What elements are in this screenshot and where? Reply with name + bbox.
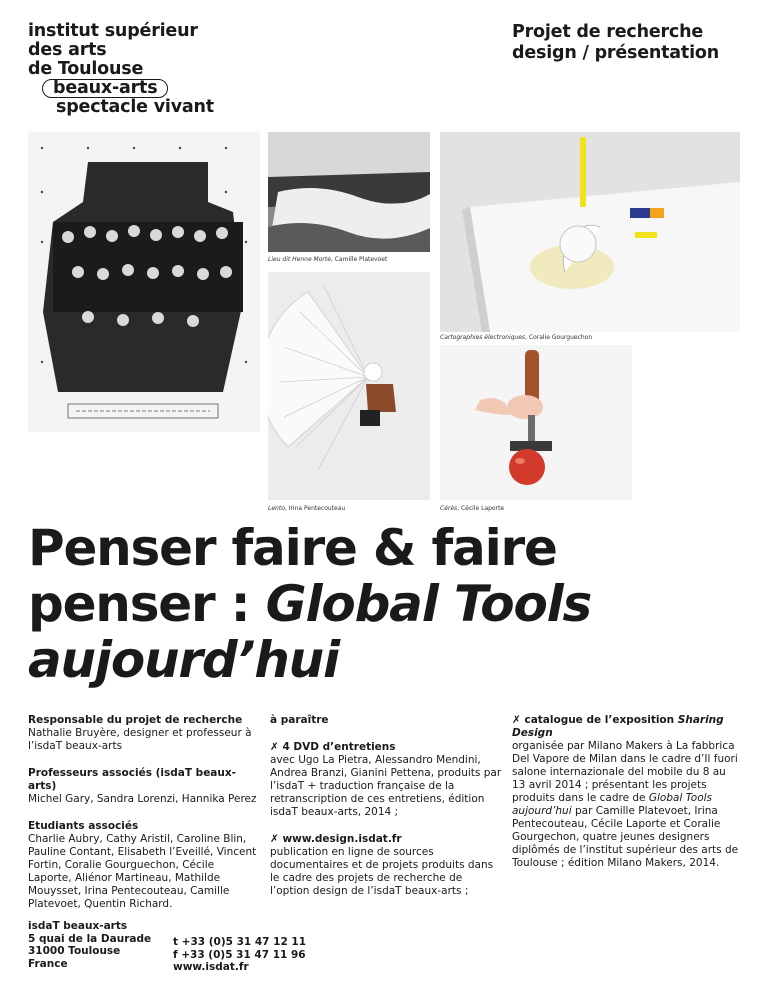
- research-lead-heading: Responsable du projet de recherche: [28, 714, 243, 726]
- upcoming-heading-block: [270, 714, 502, 727]
- waterfall-illustration: [268, 132, 430, 252]
- credits-column: [28, 714, 260, 925]
- caption-waterfall-title: Lieu dit Henne Morte: [268, 256, 331, 263]
- paper-fan-illustration: [268, 272, 430, 500]
- project-line-2: design / présentation: [512, 43, 719, 63]
- associate-professors-heading: Professeurs associés (isdaT beaux-arts): [28, 767, 237, 792]
- logo-line-3: de Toulouse: [28, 59, 144, 79]
- contact-website-link[interactable]: www.isdat.fr: [173, 961, 249, 973]
- website-link[interactable]: www.design.isdat.fr: [278, 833, 402, 845]
- logo-line-5: spectacle vivant: [56, 97, 214, 117]
- dvd-text: avec Ugo La Pietra, Alessandro Mendini, Andrea Branzi, Gianini Pettena, produits par l’isdaT + traduction française de la retranscription de ces entretiens, édition isdaT beaux-arts, 2014 ;: [270, 754, 502, 818]
- caption-stamp-apple-author: , Cécile Laporte: [457, 505, 505, 512]
- caption-cartographies-title: Cartographies électroniques: [440, 334, 526, 341]
- project-line-1: Projet de recherche: [512, 22, 704, 42]
- dvd-heading: [270, 741, 502, 754]
- title-line-1: Penser faire & faire: [28, 519, 557, 577]
- caption-paper-fan: [268, 505, 345, 512]
- website-block: [270, 833, 502, 898]
- upcoming-column: [270, 714, 502, 912]
- cross-marker-icon: ✗: [270, 741, 279, 753]
- electronic-cartographies-photo: [440, 132, 740, 332]
- caption-cartographies-author: , Coralie Gourguechon: [525, 334, 593, 341]
- catalogue-heading: [512, 714, 742, 740]
- catalogue-text-1: organisée par Milano Makers à La fabbrica Del Vapore de Milan dans le cadre d’Il fuori salone internazionale del mobile du 8 au 13 avril 2014 ; présentant les projets produits dans le cadre de: [512, 740, 738, 804]
- cross-marker-icon: ✗: [512, 714, 521, 726]
- website-text: publication en ligne de sources documentaires et de projets produits dans le cadre des projets de recherche de l’option design de l’isdaT beaux-arts ;: [270, 846, 494, 897]
- dvd-heading-text: 4 DVD d’entretiens: [278, 741, 396, 753]
- caption-waterfall-author: , Camille Platevoet: [330, 256, 388, 263]
- logo-line-1: institut supérieur: [28, 21, 198, 41]
- footer-address: [28, 920, 151, 970]
- associate-professors-text: Michel Gary, Sandra Lorenzi, Hannika Perez: [28, 793, 257, 805]
- title-line-3: [28, 632, 591, 688]
- page-title: [28, 520, 591, 688]
- caption-paper-fan-author: , Irina Pentecouteau: [284, 505, 346, 512]
- stamp-and-apple-photo: [440, 345, 632, 500]
- associate-students-block: [28, 820, 260, 911]
- cartographies-illustration: [440, 132, 740, 332]
- logo-line-4: beaux-arts: [42, 79, 168, 98]
- associate-students-text: Charlie Aubry, Cathy Aristil, Caroline Blin, Pauline Contant, Elisabeth l’Eveillé, Vincent Fortin, Coralie Gourguechon, Cécile Laporte, Aliénor Martineau, Mathilde Mouysset, Irina Pentecouteau, Camille Platevoet, Quentin Richard.: [28, 833, 257, 910]
- caption-stamp-apple-title: Cérès: [440, 505, 458, 512]
- catalogue-text-italic: Global Tools aujourd’hui: [512, 792, 713, 817]
- website-heading[interactable]: [270, 833, 502, 846]
- catalogue-block: [512, 714, 742, 870]
- associate-professors-block: [28, 767, 260, 806]
- catalogue-text-2: par Camille Platevoet, Irina Pentecouteau, Cécile Laporte et Coralie Gourgechon, quatre jeunes designers diplômés de l’institut supérieur des arts de Toulouse ; édition Milano Makers, 2014.: [512, 805, 739, 869]
- global-tools-group-photo: [28, 132, 260, 432]
- waterfall-photo: [268, 132, 430, 252]
- title-line-2-italic: Global Tools: [265, 575, 592, 633]
- paper-fan-photo: [268, 272, 430, 500]
- title-line-2-plain: penser :: [28, 575, 266, 633]
- group-photo-illustration: [28, 132, 260, 432]
- logo-line-2: des arts: [28, 40, 107, 60]
- contact-fax: f +33 (0)5 31 47 11 96: [173, 948, 306, 961]
- stamp-apple-illustration: [440, 345, 632, 500]
- dvd-block: [270, 741, 502, 819]
- address-line-4: France: [28, 957, 68, 970]
- address-line-2: 5 quai de la Daurade: [28, 932, 152, 945]
- cross-marker-icon: ✗: [270, 833, 279, 845]
- institution-logo: [28, 22, 214, 117]
- title-line-3-italic: aujourd’hui: [28, 631, 339, 689]
- address-line-3: 31000 Toulouse: [28, 945, 121, 957]
- footer-contact: [173, 936, 306, 974]
- caption-waterfall: [268, 256, 387, 263]
- caption-cartographies: [440, 334, 592, 341]
- catalogue-heading-italic: Sharing Design: [512, 714, 724, 739]
- research-lead-text: Nathalie Bruyère, designer et professeur à l’isdaT beaux-arts: [28, 727, 252, 752]
- catalogue-heading-text: catalogue de l’exposition: [520, 714, 678, 726]
- associate-students-heading: Etudiants associés: [28, 820, 139, 832]
- research-lead-block: [28, 714, 260, 753]
- caption-stamp-apple: [440, 505, 504, 512]
- caption-paper-fan-title: Lento: [268, 505, 285, 512]
- contact-phone: t +33 (0)5 31 47 12 11: [173, 936, 307, 948]
- title-line-2: [28, 576, 591, 632]
- catalogue-column: [512, 714, 742, 884]
- address-line-1: isdaT beaux-arts: [28, 920, 128, 932]
- project-heading: [512, 22, 719, 64]
- upcoming-heading: à paraître: [270, 714, 329, 726]
